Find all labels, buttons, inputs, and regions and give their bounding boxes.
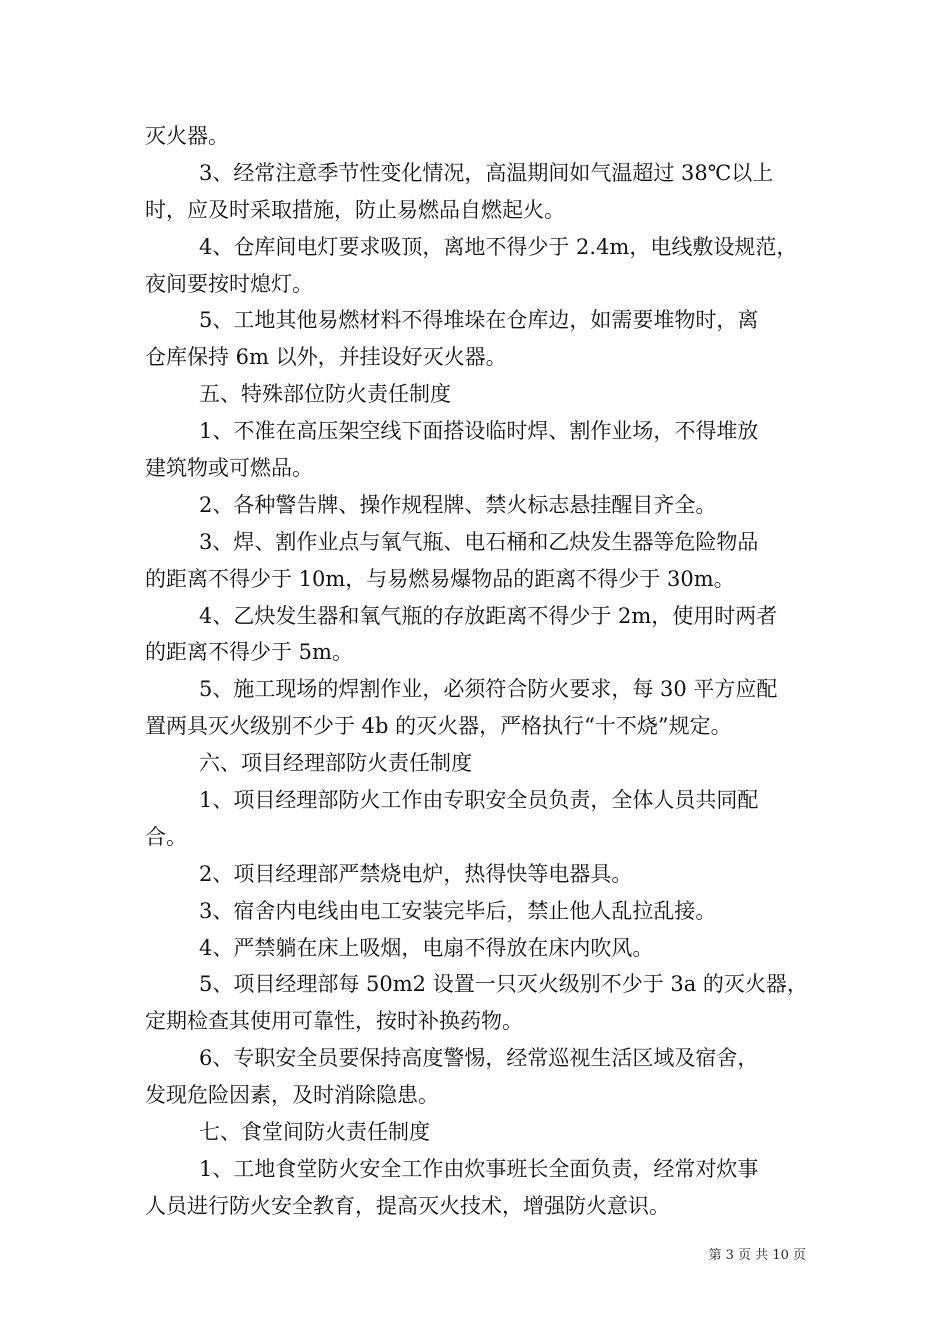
text-line: 5、施工现场的焊割作业，必须符合防火要求，每 30 平方应配 — [199, 677, 778, 702]
text-line: 3、焊、割作业点与氧气瓶、电石桶和乙炔发生器等危险物品 — [199, 529, 759, 554]
text-line: 2、各种警告牌、操作规程牌、禁火标志悬挂醒目齐全。 — [199, 492, 717, 517]
text-line: 4、严禁躺在床上吸烟，电扇不得放在床内吹风。 — [199, 935, 654, 960]
text-line: 五、特殊部位防火责任制度 — [199, 382, 451, 407]
page-number-footer: 第 3 页 共 10 页 — [708, 1248, 806, 1263]
text-line: 灭火器。 — [145, 124, 229, 148]
text-line: 时，应及时采取措施，防止易燃品自燃起火。 — [145, 197, 565, 222]
text-line: 1、不准在高压架空线下面搭设临时焊、割作业场，不得堆放 — [199, 419, 759, 444]
text-line: 仓库保持 6m 以外，并挂设好灭火器。 — [145, 345, 507, 370]
text-line: 置两具灭火级别不少于 4b 的灭火器，严格执行“十不烧”规定。 — [145, 714, 732, 739]
text-line: 的距离不得少于 5m。 — [145, 640, 353, 665]
text-line: 3、经常注意季节性变化情况，高温期间如气温超过 38℃以上 — [199, 160, 774, 185]
text-line: 1、工地食堂防火安全工作由炊事班长全面负责，经常对炊事 — [199, 1156, 759, 1181]
text-line: 六、项目经理部防火责任制度 — [199, 751, 472, 776]
text-line: 合。 — [145, 824, 187, 849]
text-line: 4、乙炔发生器和氧气瓶的存放距离不得少于 2m，使用时两者 — [199, 603, 778, 628]
text-line: 5、工地其他易燃材料不得堆垛在仓库边，如需要堆物时，离 — [199, 308, 759, 333]
text-line: 2、项目经理部严禁烧电炉，热得快等电器具。 — [199, 861, 633, 886]
text-line: 4、仓库间电灯要求吸顶，离地不得少于 2.4m，电线敷设规范， — [199, 234, 798, 259]
document-body — [145, 118, 813, 1225]
text-line: 建筑物或可燃品。 — [145, 456, 313, 481]
text-line: 3、宿舍内电线由电工安装完毕后，禁止他人乱拉乱接。 — [199, 898, 717, 923]
text-line: 发现危险因素，及时消除隐患。 — [145, 1083, 439, 1108]
text-line: 人员进行防火安全教育，提高灭火技术，增强防火意识。 — [145, 1193, 670, 1218]
text-line: 七、食堂间防火责任制度 — [199, 1120, 430, 1145]
text-line: 1、项目经理部防火工作由专职安全员负责，全体人员共同配 — [199, 788, 759, 813]
text-line: 夜间要按时熄灯。 — [145, 271, 313, 296]
text-line: 的距离不得少于 10m，与易燃易爆物品的距离不得少于 30m。 — [145, 566, 735, 591]
text-line: 定期检查其使用可靠性，按时补换药物。 — [145, 1009, 523, 1034]
text-line: 6、专职安全员要保持高度警惕，经常巡视生活区域及宿舍， — [199, 1046, 759, 1071]
text-line: 5、项目经理部每 50m2 设置一只灭火级别不少于 3a 的灭火器， — [199, 972, 808, 997]
